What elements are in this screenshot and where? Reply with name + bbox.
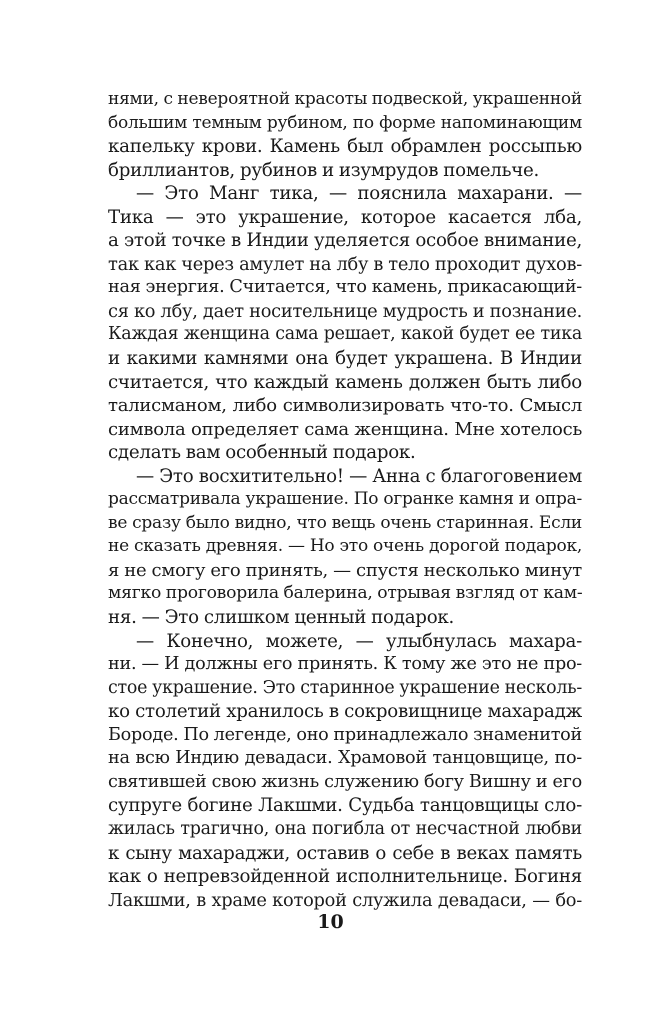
text-line: бриллиантов, рубинов и изумрудов помельче. xyxy=(108,159,540,181)
text-line: ня. — Это слишком ценный подарок. xyxy=(108,607,455,629)
text-line: на всю Индию девадаси. Храмовой танцовщице, по- xyxy=(108,748,582,769)
text-line: символа определяет сама женщина. Мне хотелось xyxy=(108,418,582,440)
text-line: супруге богине Лакшми. Судьба танцовщицы сло- xyxy=(108,795,582,817)
page-number: 10 xyxy=(317,911,344,933)
text-line: Тика — это украшение, которое касается лба, xyxy=(108,206,582,228)
paragraph-start-line: — Конечно, можете, — улыбнулась махара- xyxy=(136,630,582,652)
text-line: ве сразу было видно, что вещь очень старинная. Если xyxy=(108,512,582,533)
text-line: считается, что каждый камень должен быть либо xyxy=(108,371,582,393)
text-line: рассматривала украшение. По огранке камня и опра- xyxy=(108,489,582,510)
text-line: так как через амулет на лбу в тело проходит духов- xyxy=(108,253,582,275)
text-line: Каждая женщина сама решает, какой будет ее тика xyxy=(108,324,582,345)
text-line: а этой точке в Индии уделяется особое внимание, xyxy=(108,230,582,252)
text-line: талисманом, либо символизировать что-то. Смысл xyxy=(108,395,582,417)
text-line: как о непревзойденной исполнительнице. Богиня xyxy=(108,866,582,888)
text-line: большим темным рубином, по форме напоминающим xyxy=(108,112,582,133)
text-line: Бороде. По легенде, оно принадлежало знаменитой xyxy=(108,724,582,745)
text-line: стое украшение. Это старинное украшение несколь- xyxy=(108,677,582,698)
text-line: святившей свою жизнь служению богу Вишну и его xyxy=(108,771,582,792)
text-line: жилась трагично, она погибла от несчастной любви xyxy=(108,818,582,839)
text-line: мягко проговорила балерина, отрывая взгляд от кам- xyxy=(108,583,582,604)
text-line: капельку крови. Камень был обрамлен россыпью xyxy=(108,136,582,158)
text-line: ная энергия. Считается, что камень, прикасающий- xyxy=(108,277,582,298)
text-line: я не смогу его принять, — спустя несколько минут xyxy=(108,559,582,581)
text-line: ся ко лбу, дает носительнице мудрость и познание. xyxy=(108,300,582,322)
paragraph-start-line: — Это Манг тика, — пояснила махарани. — xyxy=(136,183,582,205)
text-line: Лакшми, в храме которой служила девадаси, — бо- xyxy=(108,889,582,911)
text-line: нями, с невероятной красоты подвеской, украшенной xyxy=(108,89,582,109)
text-line: ко столетий хранилось в сокровищнице махарадж xyxy=(108,701,582,723)
text-line: к сыну махараджи, оставив о себе в веках память xyxy=(108,842,582,864)
paragraph-start-line: — Это восхитительно! — Анна с благоговением xyxy=(136,465,582,487)
text-line: ни. — И должны его принять. К тому же это не про- xyxy=(108,654,582,675)
text-line: не сказать древняя. — Но это очень дорогой подарок, xyxy=(108,536,582,557)
body-text xyxy=(108,88,582,912)
text-line: и какими камнями она будет украшена. В Индии xyxy=(108,348,582,370)
text-line: сделать вам особенный подарок. xyxy=(108,442,416,464)
